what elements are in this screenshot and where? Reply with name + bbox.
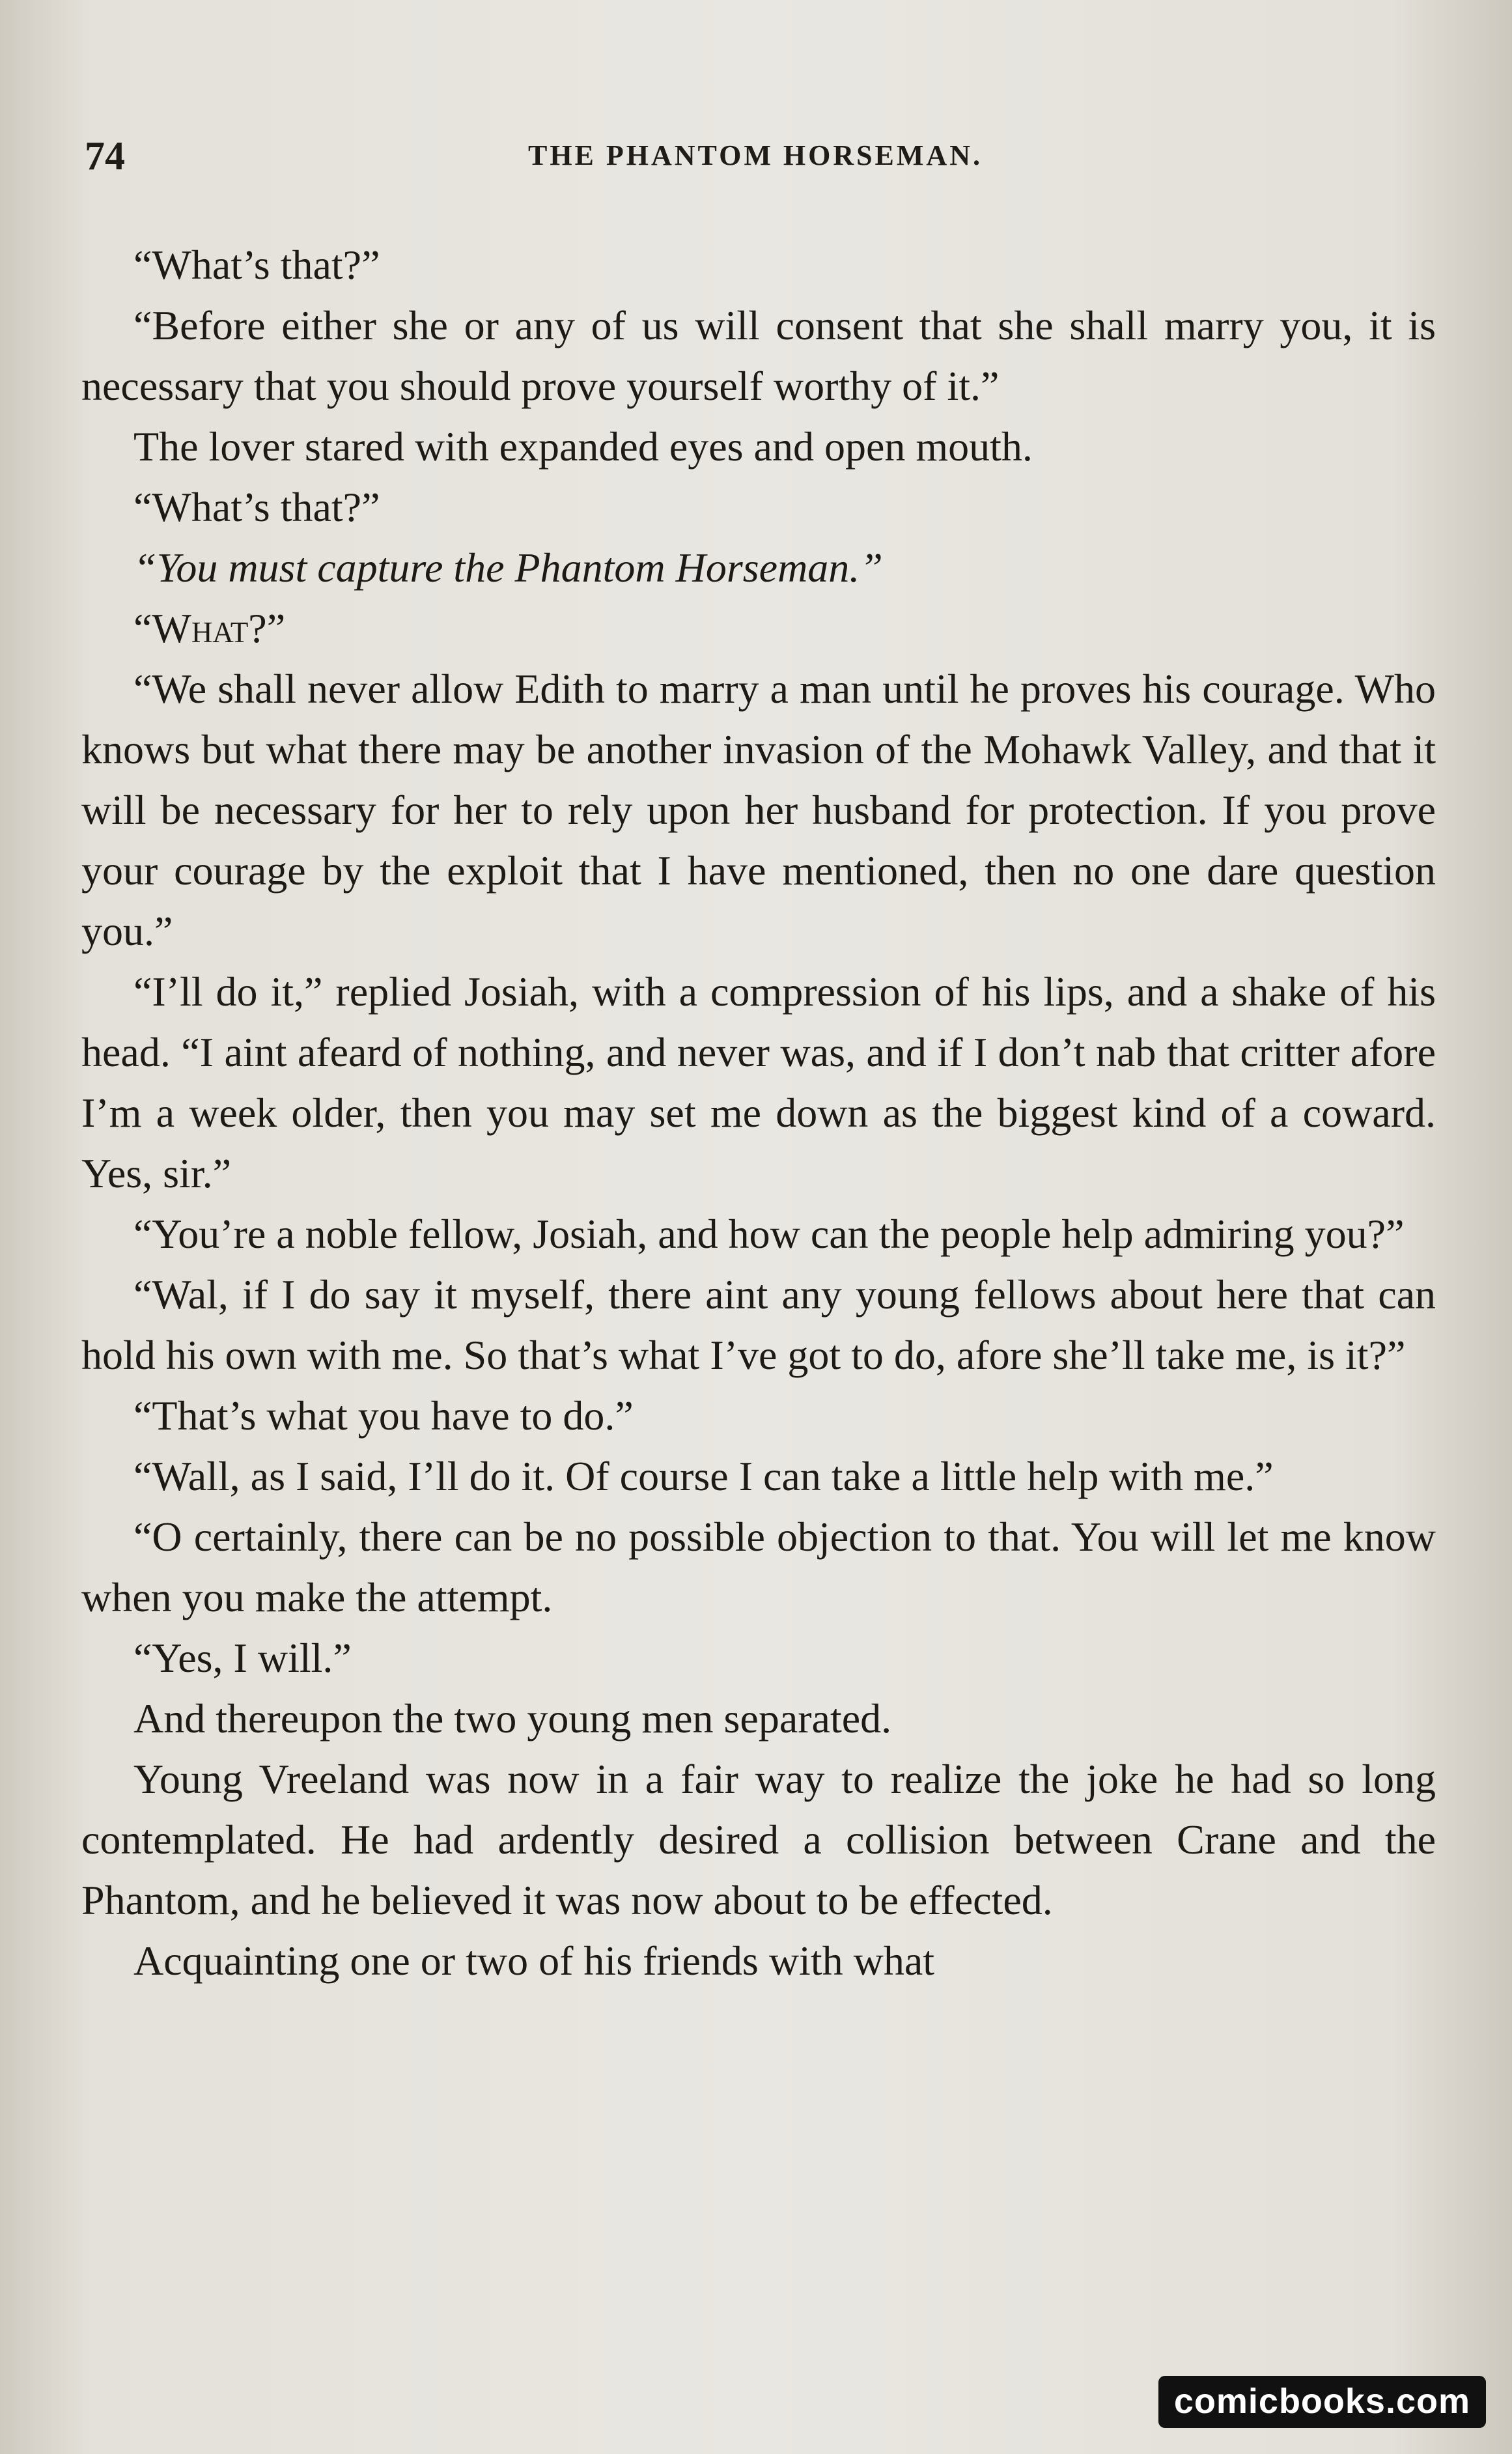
paragraph: “We shall never allow Edith to marry a man until he proves his courage. Who knows but what there may be another invasion of the Mohawk Valley, and that it will be necessary for her to rely upon her husband for protection. If you prove your courage by the exploit that I have mentioned, then no one dare question you.” [81,666,1436,954]
paragraph: Young Vreeland was now in a fair way to realize the joke he had so long contemplated. He had ardently desired a collision between Crane and the Phantom, and he believed it was now about to be effected. [81,1756,1436,1923]
running-head-title: THE PHANTOM HORSEMAN. [527,139,983,171]
watermark-logo: comicbooks.com [1158,2376,1486,2428]
paragraph-smallcaps: “What?” [133,605,286,651]
page-number: 74 [85,134,125,178]
paragraph: Acquainting one or two of his friends with what [133,1938,934,1984]
paragraph: “Before either she or any of us will consent that she shall marry you, it is necessary that you should prove yourself worthy of it.” [81,302,1436,409]
paragraph: “That’s what you have to do.” [133,1392,634,1439]
body-text [81,234,1436,1991]
running-head [85,134,1426,186]
paragraph-italic: “You must capture the Phantom Horseman.” [133,544,883,591]
paragraph: And thereupon the two young men separated. [133,1695,892,1742]
paragraph: “You’re a noble fellow, Josiah, and how can the people help admiring you?” [133,1211,1405,1257]
paragraph: “What’s that?” [133,484,380,530]
paragraph: “O certainly, there can be no possible objection to that. You will let me know when you make the attempt. [81,1514,1436,1620]
paragraph: “Yes, I will.” [133,1635,352,1681]
paragraph: “What’s that?” [133,242,380,288]
paragraph: The lover stared with expanded eyes and open mouth. [133,423,1033,470]
paragraph: “Wal, if I do say it myself, there aint any young fellows about here that can hold his own with me. So that’s what I’ve got to do, afore she’ll take me, is it?” [81,1271,1436,1378]
paragraph: “I’ll do it,” replied Josiah, with a compression of his lips, and a shake of his head. “I aint afeard of nothing, and never was, and if I don’t nab that critter afore I’m a week older, then you may set me down as the biggest kind of a coward. Yes, sir.” [81,968,1436,1196]
paragraph: “Wall, as I said, I’ll do it. Of course I can take a little help with me.” [133,1453,1274,1499]
